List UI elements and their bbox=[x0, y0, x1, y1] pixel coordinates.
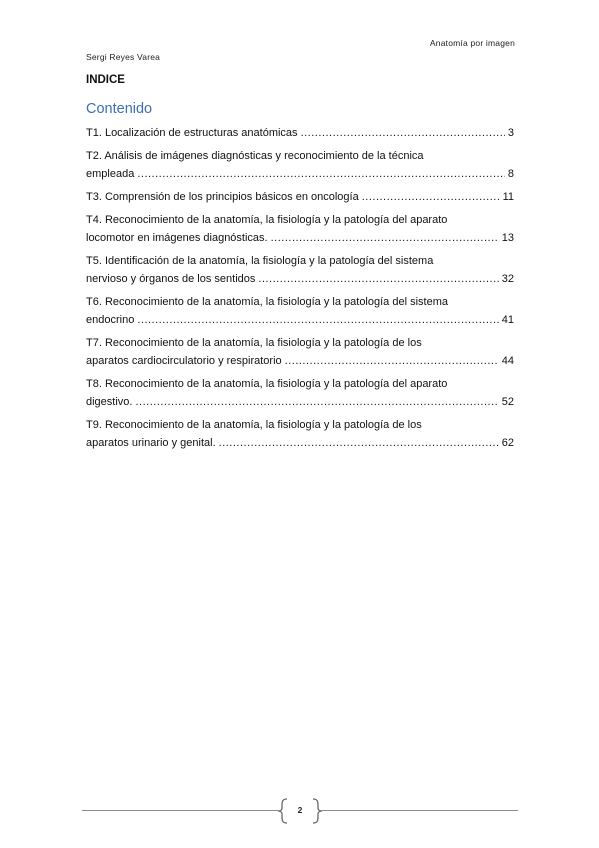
toc-entry[interactable] bbox=[86, 334, 514, 370]
toc-page-number: 41 bbox=[501, 314, 514, 326]
toc-entry[interactable] bbox=[86, 375, 514, 411]
toc-entry[interactable] bbox=[86, 188, 514, 206]
toc-entry[interactable] bbox=[86, 293, 514, 329]
dot-leader bbox=[285, 352, 499, 370]
toc-entry-leader-line bbox=[86, 434, 514, 452]
toc-page-number: 52 bbox=[501, 396, 514, 408]
toc-entry[interactable] bbox=[86, 416, 514, 452]
toc-entry-text: T1. Localización de estructuras anatómicas bbox=[86, 127, 298, 139]
toc-page-number: 3 bbox=[507, 127, 514, 139]
toc-entry-leader-line bbox=[86, 393, 514, 411]
table-of-contents bbox=[86, 124, 514, 457]
toc-page-number: 44 bbox=[501, 355, 514, 367]
toc-entry[interactable] bbox=[86, 252, 514, 288]
toc-entry-leader-line bbox=[86, 124, 514, 142]
footer-rule-left bbox=[82, 810, 278, 811]
footer-rule-right bbox=[322, 810, 518, 811]
header-document-title: Anatomía por imagen bbox=[429, 38, 515, 48]
toc-entry-text: endocrino bbox=[86, 314, 135, 326]
dot-leader bbox=[362, 188, 500, 206]
dot-leader bbox=[301, 124, 505, 142]
toc-entry[interactable] bbox=[86, 211, 514, 247]
toc-page-number: 8 bbox=[507, 168, 514, 180]
page-number: 2 bbox=[297, 805, 303, 815]
toc-entry-text: T9. Reconocimiento de la anatomía, la fisiología y la patología de los bbox=[86, 419, 422, 431]
dot-leader bbox=[137, 165, 505, 183]
toc-entry[interactable] bbox=[86, 124, 514, 142]
toc-entry-leader-line bbox=[86, 229, 514, 247]
toc-entry-text: T5. Identificación de la anatomía, la fisiología y la patología del sistema bbox=[86, 255, 434, 267]
toc-entry[interactable] bbox=[86, 147, 514, 183]
dot-leader bbox=[258, 270, 498, 288]
toc-page-number: 62 bbox=[501, 437, 514, 449]
toc-entry-text: T2. Análisis de imágenes diagnósticas y reconocimiento de la técnica bbox=[86, 150, 424, 162]
toc-title: Contenido bbox=[86, 101, 153, 117]
toc-page-number: 13 bbox=[501, 232, 514, 244]
toc-entry-leader-line bbox=[86, 188, 514, 206]
toc-entry-text: aparatos urinario y genital. bbox=[86, 437, 216, 449]
dot-leader bbox=[271, 229, 499, 247]
toc-page-number: 32 bbox=[501, 273, 514, 285]
toc-entry-leader-line bbox=[86, 352, 514, 370]
dot-leader bbox=[219, 434, 499, 452]
toc-entry-text: empleada bbox=[86, 168, 135, 180]
toc-entry-text: aparatos cardiocirculatorio y respiratorio bbox=[86, 355, 282, 367]
dot-leader bbox=[137, 311, 498, 329]
toc-entry-text: T4. Reconocimiento de la anatomía, la fisiología y la patología del aparato bbox=[86, 214, 448, 226]
toc-entry-text: T6. Reconocimiento de la anatomía, la fisiología y la patología del sistema bbox=[86, 296, 448, 308]
section-heading-indice: INDICE bbox=[86, 74, 125, 86]
toc-entry-text: T7. Reconocimiento de la anatomía, la fisiología y la patología de los bbox=[86, 337, 422, 349]
toc-entry-text: T8. Reconocimiento de la anatomía, la fisiología y la patología del aparato bbox=[86, 378, 448, 390]
toc-entry-text: locomotor en imágenes diagnósticas. bbox=[86, 232, 268, 244]
header-author: Sergi Reyes Varea bbox=[86, 52, 161, 62]
toc-entry-text: nervioso y órganos de los sentidos bbox=[86, 273, 256, 285]
toc-entry-leader-line bbox=[86, 270, 514, 288]
toc-entry-text: T3. Comprensión de los principios básicos en oncología bbox=[86, 191, 359, 203]
dot-leader bbox=[135, 393, 498, 411]
toc-entry-leader-line bbox=[86, 165, 514, 183]
toc-page-number: 11 bbox=[502, 191, 514, 203]
toc-entry-text: digestivo. bbox=[86, 396, 133, 408]
toc-entry-leader-line bbox=[86, 311, 514, 329]
